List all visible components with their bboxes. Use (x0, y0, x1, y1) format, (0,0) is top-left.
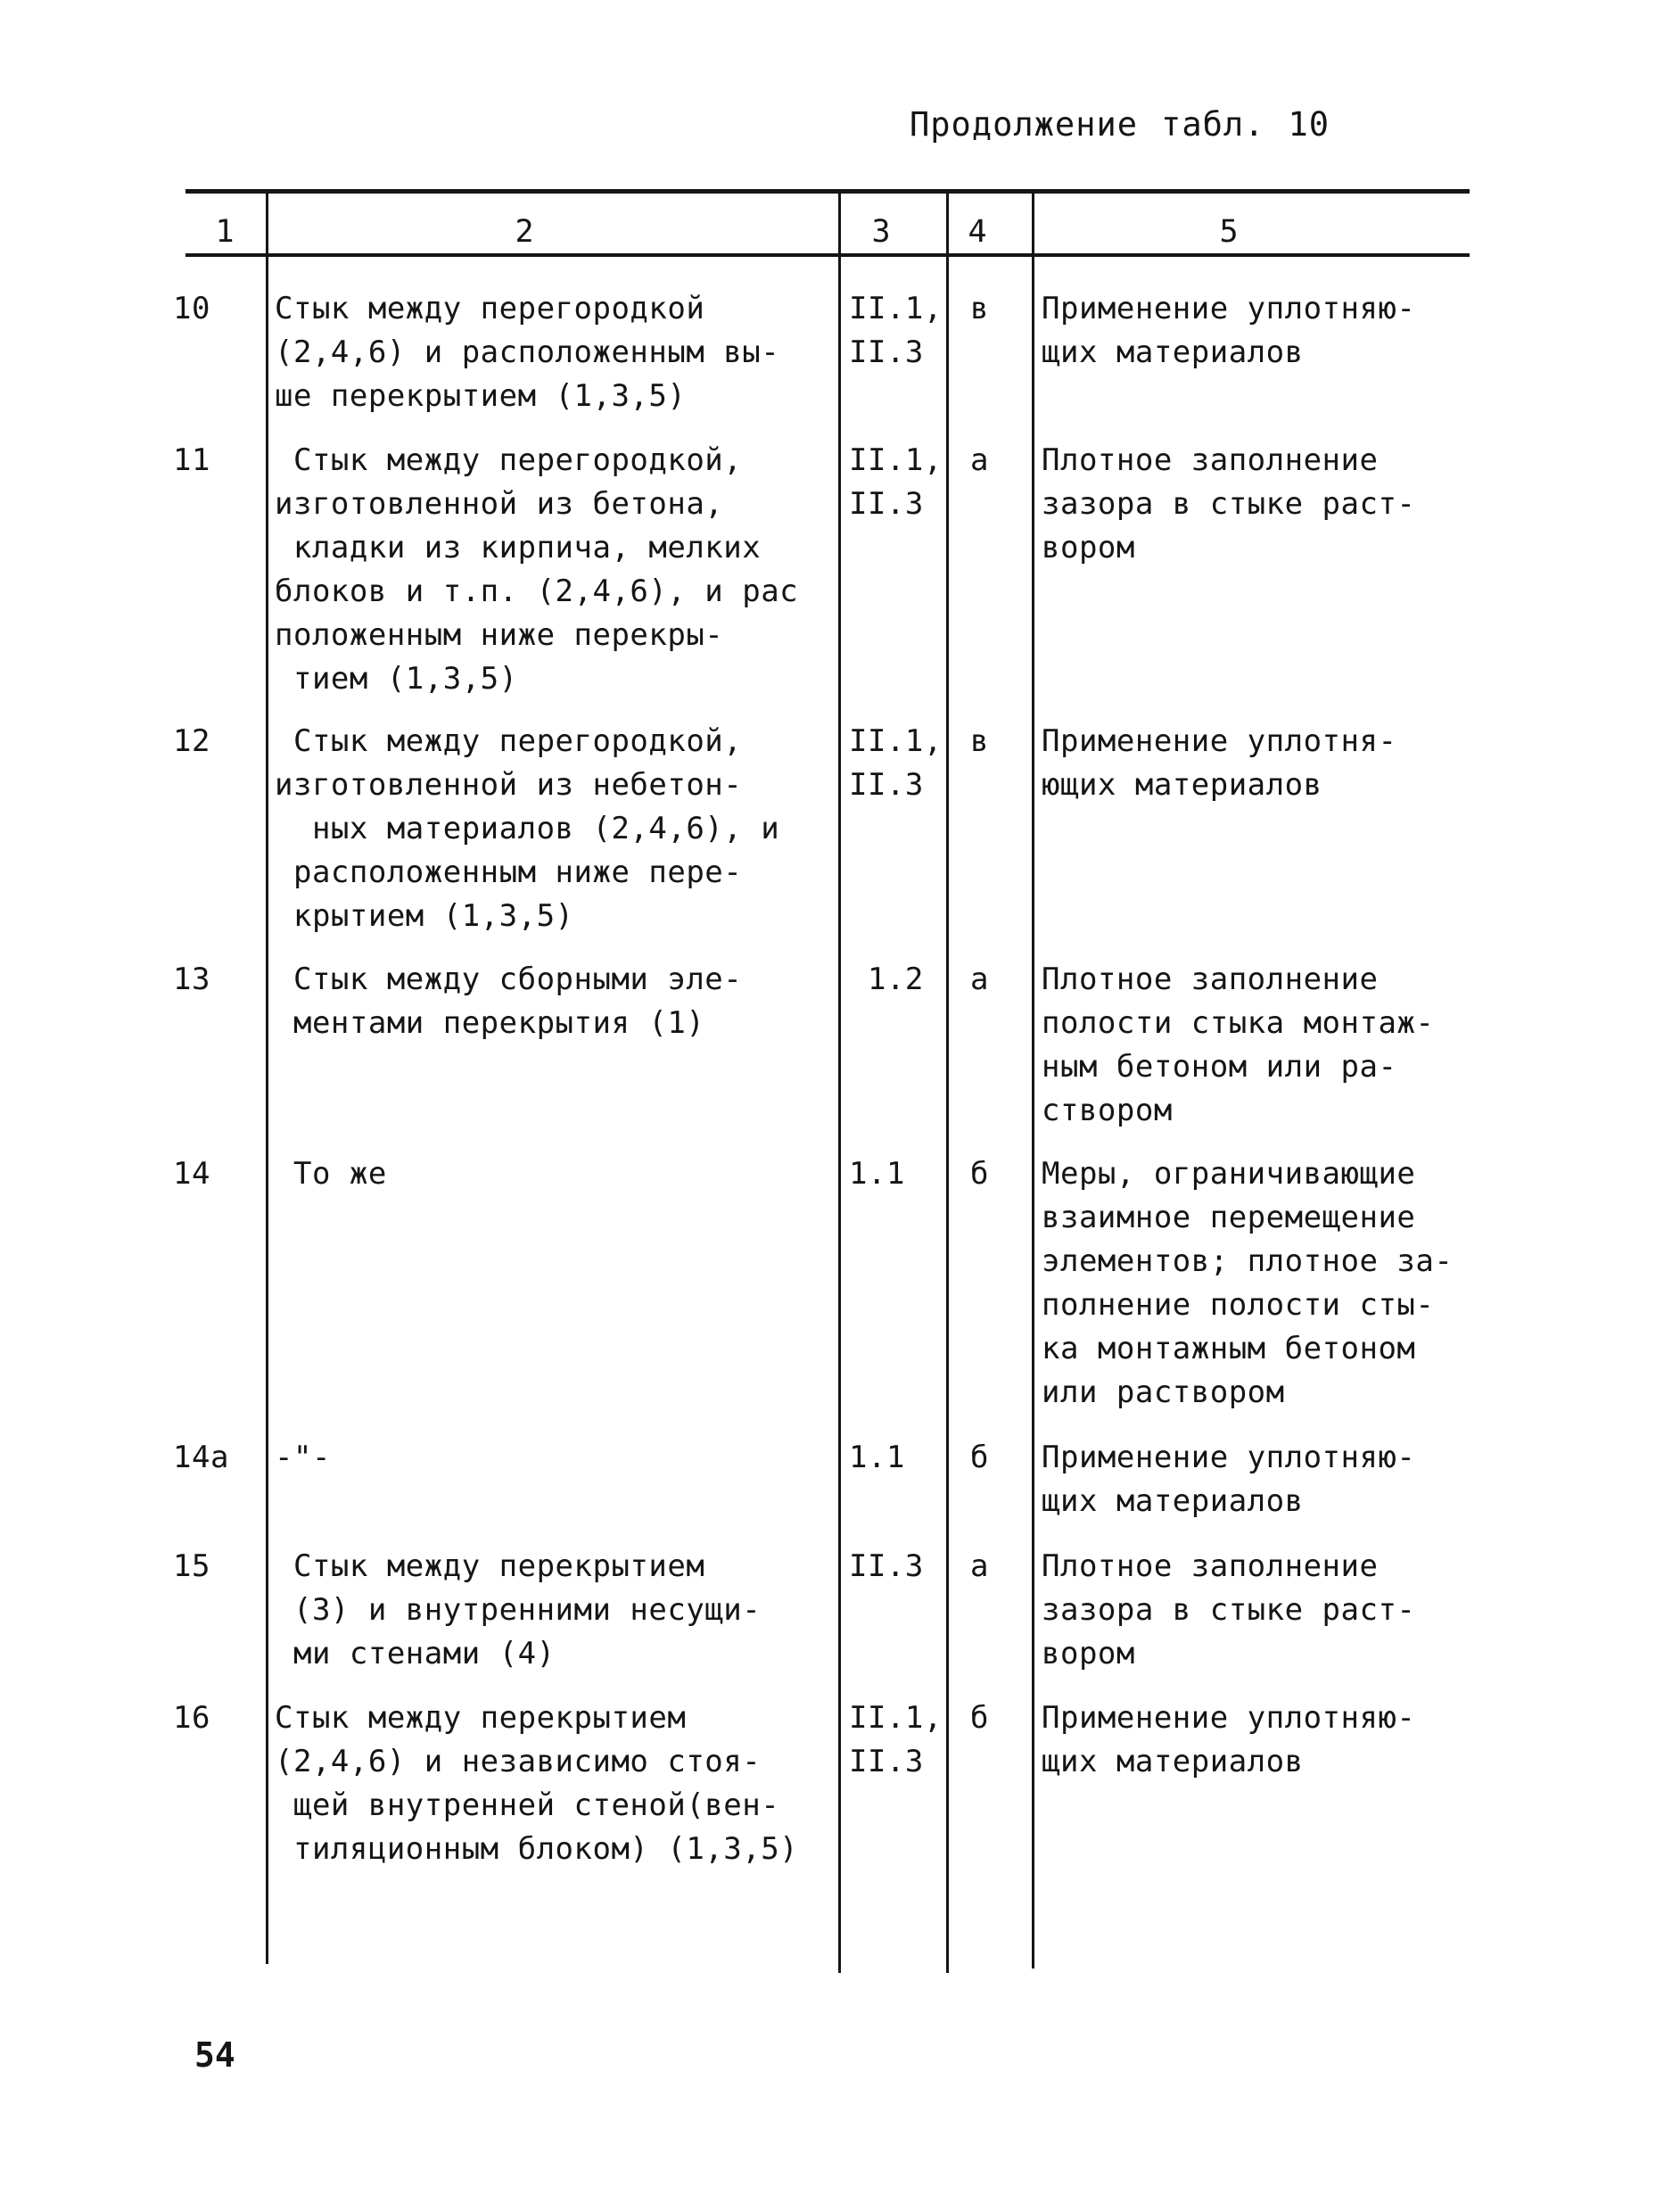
table-continuation-header (910, 105, 1330, 144)
category-code: б (970, 1156, 989, 1192)
clause-reference: II.3 (849, 1548, 924, 1584)
joint-description: -"- (275, 1440, 331, 1475)
column-header-5: 5 (1219, 214, 1239, 250)
clause-reference: II.1, II.3 (849, 442, 943, 522)
joint-description: То же (275, 1156, 387, 1192)
column-header-2: 2 (515, 214, 534, 250)
category-code: б (970, 1440, 989, 1475)
joint-description: Стык между перегородкой, изготовленной из бетона, кладки из кирпича, мелких блоков и т.п. (2,4,6), и рас положенным ниже перекры- тием (1,3,5) (275, 442, 799, 697)
clause-reference: 1.1 (849, 1156, 905, 1192)
column-divider (1032, 189, 1034, 1969)
column-divider (266, 189, 268, 1964)
category-code: а (970, 442, 989, 478)
measure-text: Применение уплотняю- щих материалов (1042, 1700, 1416, 1779)
row-number: 16 (173, 1700, 210, 1736)
measure-text: Меры, ограничивающие взаимное перемещение элементов; плотное за- полнение полости сты- ка монтажным бетоном или раствором (1042, 1156, 1454, 1410)
column-header-4: 4 (968, 214, 987, 250)
clause-reference: 1.2 (849, 962, 924, 997)
category-code: а (970, 962, 989, 997)
measure-text: Применение уплотняю- щих материалов (1042, 291, 1416, 370)
joint-description: Стык между перекрытием (2,4,6) и независимо стоя- щей внутренней стеной(вен- тиляционным блоком) (1,3,5) (275, 1700, 799, 1867)
page-number: 54 (194, 2035, 235, 2075)
row-number: 14а (173, 1440, 229, 1475)
row-number: 10 (173, 291, 210, 326)
row-number: 14 (173, 1156, 210, 1192)
clause-reference: II.1, II.3 (849, 291, 943, 370)
measure-text: Плотное заполнение зазора в стыке раст- вором (1042, 442, 1416, 565)
row-number: 13 (173, 962, 210, 997)
row-number: 12 (173, 723, 210, 759)
category-code: в (970, 291, 989, 326)
measure-text: Плотное заполнение зазора в стыке раст- вором (1042, 1548, 1416, 1671)
column-header-3: 3 (871, 214, 891, 250)
row-number: 15 (173, 1548, 210, 1584)
continuation-label: Продолжение (910, 105, 1139, 144)
table-top-rule (185, 189, 1470, 194)
category-code: б (970, 1700, 989, 1736)
table-header-rule (185, 253, 1470, 257)
joint-description: Стык между сборными эле- ментами перекрытия (1) (292, 962, 743, 1041)
row-number: 11 (173, 442, 210, 478)
column-divider (838, 189, 841, 1973)
measure-text: Применение уплотняю- щих материалов (1042, 1440, 1416, 1519)
measure-text: Плотное заполнение полости стыка монтаж- ным бетоном или ра- створом (1042, 962, 1435, 1128)
table-word: табл. (1161, 105, 1265, 144)
measure-text: Применение уплотня- ющих материалов (1042, 723, 1397, 803)
joint-description: Стык между перегородкой, изготовленной из небетон- ных материалов (2,4,6), и расположенным ниже пере- крытием (1,3,5) (275, 723, 780, 934)
joint-description: Стык между перегородкой (2,4,6) и расположенным вы- ше перекрытием (1,3,5) (275, 291, 780, 414)
clause-reference: 1.1 (849, 1440, 905, 1475)
table-number: 10 (1288, 105, 1330, 144)
data-table (173, 189, 1470, 1973)
joint-description: Стык между перекрытием (3) и внутренними несущи- ми стенами (4) (292, 1548, 762, 1671)
clause-reference: II.1, II.3 (849, 723, 943, 803)
clause-reference: II.1, II.3 (849, 1700, 943, 1779)
category-code: в (970, 723, 989, 759)
category-code: а (970, 1548, 989, 1584)
column-header-1: 1 (215, 214, 235, 250)
